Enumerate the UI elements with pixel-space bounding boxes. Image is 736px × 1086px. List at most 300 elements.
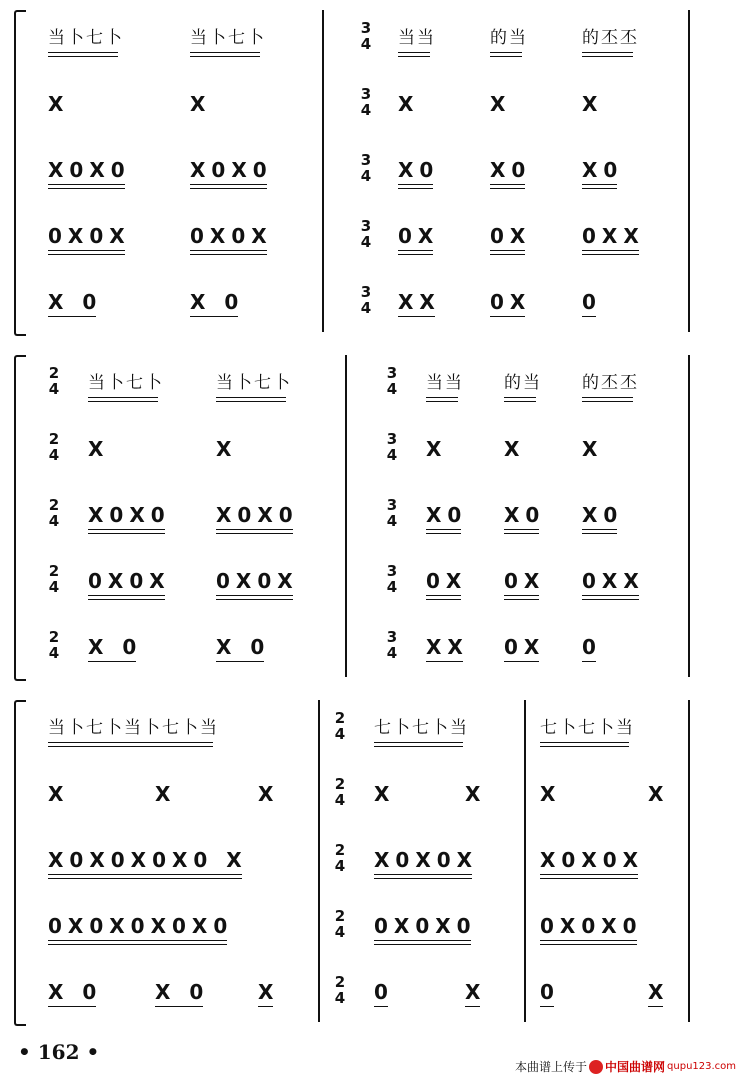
percussion-syllables — [216, 371, 292, 402]
beam-line — [216, 599, 293, 600]
rhythm-notation — [88, 503, 171, 534]
beam-line — [504, 661, 539, 662]
beam-line — [216, 401, 286, 402]
rhythm-notation — [465, 782, 486, 806]
time-sig-denominator: 4 — [360, 35, 372, 53]
cell-text: X0X0 — [216, 503, 299, 527]
beam-line — [155, 1006, 203, 1007]
percussion-syllables — [190, 26, 266, 57]
beam-line — [48, 250, 125, 251]
cell-text: 0X — [490, 290, 532, 314]
percussion-syllables — [540, 716, 635, 747]
rhythm-notation — [426, 569, 467, 600]
score-system — [0, 700, 706, 1030]
beam-line — [540, 874, 638, 875]
time-sig-numerator: 2 — [334, 775, 346, 793]
rhythm-notation — [582, 224, 645, 255]
footer-domain: qupu123.com — [667, 1061, 736, 1072]
cell-text: X — [216, 437, 238, 461]
time-signature — [46, 365, 62, 397]
time-signature — [332, 974, 348, 1006]
cell-text: X0 — [426, 503, 468, 527]
bar-line — [688, 700, 690, 1022]
cell-text: X — [374, 782, 396, 806]
time-sig-numerator: 2 — [334, 907, 346, 925]
beam-line — [216, 661, 264, 662]
rhythm-notation — [374, 980, 394, 1007]
cell-text: 当卜七卜 — [190, 28, 266, 48]
rhythm-notation — [504, 635, 545, 662]
cell-text: X — [48, 782, 70, 806]
cell-text: X0X0X — [540, 848, 645, 872]
beam-line — [48, 940, 227, 941]
time-signature — [384, 563, 400, 595]
beam-line — [426, 599, 461, 600]
cell-text: 0X — [490, 224, 532, 248]
beam-line — [490, 250, 525, 251]
time-sig-numerator: 2 — [48, 562, 60, 580]
cell-text: 当卜七卜当卜七卜当 — [48, 718, 219, 738]
beam-line — [490, 56, 522, 57]
rhythm-notation — [48, 92, 69, 116]
cell-text: 0X — [504, 635, 546, 659]
cell-text: X 0 — [155, 980, 210, 1004]
beam-line — [540, 878, 638, 879]
time-signature — [358, 152, 374, 184]
rhythm-notation — [155, 980, 209, 1007]
time-sig-numerator: 2 — [48, 496, 60, 514]
cell-text: 的丕丕 — [582, 28, 639, 48]
rhythm-notation — [504, 569, 545, 600]
rhythm-notation — [88, 569, 171, 600]
bar-line — [524, 700, 526, 1022]
beam-line — [88, 661, 136, 662]
beam-line — [88, 533, 165, 534]
cell-text: X — [648, 980, 670, 1004]
cell-text: X — [398, 92, 420, 116]
cell-text: X0X0 — [48, 158, 131, 182]
rhythm-notation — [540, 980, 560, 1007]
percussion-syllables — [504, 371, 542, 402]
time-sig-numerator: 3 — [360, 217, 372, 235]
beam-line — [88, 401, 158, 402]
cell-text: 的当 — [504, 373, 542, 393]
cell-text: 0XX — [582, 569, 645, 593]
time-sig-numerator: 3 — [360, 151, 372, 169]
cell-text: 0X — [426, 569, 468, 593]
cell-text: X — [426, 437, 448, 461]
percussion-syllables — [426, 371, 464, 402]
cell-text: X — [465, 782, 487, 806]
beam-line — [216, 533, 293, 534]
time-sig-denominator: 4 — [48, 446, 60, 464]
time-sig-denominator: 4 — [386, 512, 398, 530]
bar-line — [688, 355, 690, 677]
rhythm-notation — [48, 290, 102, 317]
rhythm-notation — [398, 158, 439, 189]
time-sig-numerator: 3 — [360, 85, 372, 103]
rhythm-notation — [648, 980, 669, 1007]
beam-line — [504, 533, 539, 534]
beam-line — [490, 254, 525, 255]
cell-text: X — [648, 782, 670, 806]
time-sig-numerator: 2 — [334, 841, 346, 859]
rhythm-notation — [190, 158, 273, 189]
cell-text: X0X0X0X0 X — [48, 848, 248, 872]
beam-line — [540, 746, 629, 747]
cell-text: 0 — [582, 635, 602, 659]
bar-line — [688, 10, 690, 332]
rhythm-notation — [426, 437, 447, 461]
rhythm-notation — [582, 437, 603, 461]
time-sig-numerator: 3 — [360, 19, 372, 37]
bar-line — [345, 355, 347, 677]
cell-text: X — [258, 980, 280, 1004]
score-system — [0, 10, 706, 340]
time-signature — [358, 20, 374, 52]
beam-line — [398, 184, 433, 185]
time-signature — [46, 431, 62, 463]
beam-line — [540, 944, 637, 945]
footer-brand: 中国曲谱网 — [605, 1060, 666, 1074]
cell-text: 0X0X — [88, 569, 171, 593]
time-signature — [358, 218, 374, 250]
time-sig-denominator: 4 — [48, 380, 60, 398]
rhythm-notation — [258, 980, 279, 1007]
beam-line — [490, 184, 525, 185]
beam-line — [48, 1006, 96, 1007]
cell-text: X 0 — [88, 635, 143, 659]
rhythm-notation — [88, 437, 109, 461]
rhythm-notation — [48, 224, 131, 255]
beam-line — [582, 599, 639, 600]
time-sig-denominator: 4 — [360, 167, 372, 185]
rhythm-notation — [190, 92, 211, 116]
beam-line — [465, 1006, 480, 1007]
rhythm-notation — [216, 437, 237, 461]
beam-line — [374, 1006, 388, 1007]
beam-line — [374, 940, 471, 941]
rhythm-notation — [465, 980, 486, 1007]
cell-text: 七卜七卜当 — [540, 718, 635, 738]
footer-credit — [515, 1058, 736, 1075]
beam-line — [426, 595, 461, 596]
cell-text: X0 — [582, 158, 624, 182]
system-brace — [14, 10, 26, 336]
beam-line — [426, 401, 458, 402]
system-brace — [14, 355, 26, 681]
beam-line — [88, 529, 165, 530]
rhythm-notation — [426, 635, 469, 662]
time-sig-numerator: 3 — [386, 628, 398, 646]
rhythm-notation — [48, 980, 102, 1007]
beam-line — [398, 316, 435, 317]
cell-text: X — [540, 782, 562, 806]
percussion-syllables — [48, 716, 219, 747]
time-signature — [384, 497, 400, 529]
rhythm-notation — [540, 782, 561, 806]
beam-line — [582, 52, 633, 53]
rhythm-notation — [48, 914, 233, 945]
cell-text: 0X — [398, 224, 440, 248]
time-sig-numerator: 3 — [386, 430, 398, 448]
time-sig-numerator: 3 — [360, 283, 372, 301]
beam-line — [216, 595, 293, 596]
beam-line — [190, 184, 267, 185]
cell-text: 0X0X0 — [374, 914, 477, 938]
cell-text: X0X0 — [88, 503, 171, 527]
percussion-syllables — [48, 26, 124, 57]
bar-line — [322, 10, 324, 332]
beam-line — [582, 529, 617, 530]
time-sig-denominator: 4 — [386, 578, 398, 596]
time-signature — [332, 908, 348, 940]
beam-line — [582, 184, 617, 185]
page-number: • 162 • — [18, 1040, 100, 1064]
cell-text: X 0 — [190, 290, 245, 314]
beam-line — [88, 397, 158, 398]
beam-line — [540, 742, 629, 743]
beam-line — [190, 188, 267, 189]
cell-text: X 0 — [216, 635, 271, 659]
beam-line — [426, 533, 461, 534]
cell-text: 0X0X0X0X0 — [48, 914, 234, 938]
time-signature — [384, 431, 400, 463]
time-signature — [384, 365, 400, 397]
cell-text: XX — [398, 290, 441, 314]
time-sig-denominator: 4 — [48, 644, 60, 662]
time-sig-denominator: 4 — [334, 791, 346, 809]
beam-line — [504, 599, 539, 600]
beam-line — [190, 52, 260, 53]
beam-line — [258, 1006, 273, 1007]
beam-line — [426, 661, 463, 662]
beam-line — [190, 254, 267, 255]
beam-line — [582, 397, 633, 398]
rhythm-notation — [374, 782, 395, 806]
rhythm-notation — [582, 503, 623, 534]
cell-text: X — [190, 92, 212, 116]
beam-line — [582, 316, 596, 317]
time-sig-denominator: 4 — [386, 644, 398, 662]
cell-text: X — [465, 980, 487, 1004]
time-signature — [46, 629, 62, 661]
beam-line — [190, 316, 238, 317]
percussion-syllables — [582, 26, 639, 57]
rhythm-notation — [490, 224, 531, 255]
cell-text: X 0 — [48, 980, 103, 1004]
cell-text: 0X0X — [190, 224, 273, 248]
time-signature — [46, 563, 62, 595]
cell-text: 的当 — [490, 28, 528, 48]
time-sig-numerator: 2 — [48, 364, 60, 382]
rhythm-notation — [216, 503, 299, 534]
percussion-syllables — [374, 716, 469, 747]
rhythm-notation — [398, 92, 419, 116]
beam-line — [48, 316, 96, 317]
cell-text: 0XX — [582, 224, 645, 248]
rhythm-notation — [648, 782, 669, 806]
beam-line — [398, 250, 433, 251]
rhythm-notation — [540, 848, 644, 879]
cell-text: 当卜七卜 — [216, 373, 292, 393]
rhythm-notation — [426, 503, 467, 534]
cell-text: X — [258, 782, 280, 806]
beam-line — [398, 254, 433, 255]
score-system — [0, 355, 706, 685]
beam-line — [88, 595, 165, 596]
percussion-syllables — [582, 371, 639, 402]
cell-text: X — [504, 437, 526, 461]
cell-text: 0X0X0 — [540, 914, 643, 938]
time-signature — [358, 284, 374, 316]
percussion-syllables — [490, 26, 528, 57]
cell-text: X — [155, 782, 177, 806]
rhythm-notation — [582, 635, 602, 662]
time-signature — [332, 842, 348, 874]
rhythm-notation — [216, 635, 270, 662]
cell-text: X0 — [582, 503, 624, 527]
time-sig-denominator: 4 — [386, 380, 398, 398]
time-sig-denominator: 4 — [386, 446, 398, 464]
time-sig-denominator: 4 — [48, 578, 60, 596]
beam-line — [48, 254, 125, 255]
time-sig-numerator: 2 — [334, 973, 346, 991]
time-signature — [46, 497, 62, 529]
beam-line — [504, 401, 536, 402]
beam-line — [504, 595, 539, 596]
beam-line — [190, 56, 260, 57]
beam-line — [48, 874, 242, 875]
cell-text: 0 — [374, 980, 394, 1004]
beam-line — [374, 878, 472, 879]
cell-text: 0X — [504, 569, 546, 593]
beam-line — [426, 397, 458, 398]
beam-line — [88, 599, 165, 600]
cell-text: XX — [426, 635, 469, 659]
beam-line — [374, 746, 463, 747]
time-sig-denominator: 4 — [334, 857, 346, 875]
cell-text: X — [582, 92, 604, 116]
beam-line — [374, 874, 472, 875]
cell-text: X0 — [398, 158, 440, 182]
rhythm-notation — [374, 914, 477, 945]
time-signature — [332, 710, 348, 742]
rhythm-notation — [504, 503, 545, 534]
beam-line — [582, 401, 633, 402]
site-logo-icon — [589, 1060, 603, 1074]
beam-line — [216, 529, 293, 530]
beam-line — [48, 184, 125, 185]
beam-line — [490, 316, 525, 317]
beam-line — [426, 529, 461, 530]
rhythm-notation — [190, 224, 273, 255]
time-sig-numerator: 2 — [48, 628, 60, 646]
beam-line — [490, 188, 525, 189]
beam-line — [582, 250, 639, 251]
cell-text: 当卜七卜 — [88, 373, 164, 393]
beam-line — [48, 742, 213, 743]
cell-text: X0 — [504, 503, 546, 527]
rhythm-notation — [374, 848, 478, 879]
time-sig-numerator: 2 — [48, 430, 60, 448]
time-signature — [332, 776, 348, 808]
beam-line — [648, 1006, 663, 1007]
beam-line — [582, 533, 617, 534]
beam-line — [582, 661, 596, 662]
time-sig-numerator: 3 — [386, 364, 398, 382]
rhythm-notation — [398, 224, 439, 255]
percussion-syllables — [88, 371, 164, 402]
rhythm-notation — [88, 635, 142, 662]
rhythm-notation — [258, 782, 279, 806]
beam-line — [48, 878, 242, 879]
cell-text: X 0 — [48, 290, 103, 314]
cell-text: 当当 — [398, 28, 436, 48]
system-brace — [14, 700, 26, 1026]
rhythm-notation — [582, 92, 603, 116]
rhythm-notation — [540, 914, 643, 945]
rhythm-notation — [582, 158, 623, 189]
percussion-syllables — [398, 26, 436, 57]
beam-line — [504, 397, 536, 398]
beam-line — [374, 944, 471, 945]
beam-line — [582, 56, 633, 57]
cell-text: X0 — [490, 158, 532, 182]
time-sig-numerator: 2 — [334, 709, 346, 727]
beam-line — [48, 56, 118, 57]
rhythm-notation — [216, 569, 299, 600]
cell-text: 七卜七卜当 — [374, 718, 469, 738]
cell-text: X — [582, 437, 604, 461]
time-sig-denominator: 4 — [334, 923, 346, 941]
rhythm-notation — [48, 782, 69, 806]
cell-text: X — [48, 92, 70, 116]
beam-line — [582, 254, 639, 255]
beam-line — [398, 188, 433, 189]
rhythm-notation — [490, 92, 511, 116]
cell-text: X0X0X — [374, 848, 479, 872]
bar-line — [318, 700, 320, 1022]
cell-text: 0 — [540, 980, 560, 1004]
cell-text: 当卜七卜 — [48, 28, 124, 48]
beam-line — [374, 742, 463, 743]
beam-line — [398, 52, 430, 53]
beam-line — [190, 250, 267, 251]
cell-text: X — [490, 92, 512, 116]
beam-line — [48, 944, 227, 945]
time-sig-denominator: 4 — [48, 512, 60, 530]
rhythm-notation — [582, 290, 602, 317]
cell-text: 的丕丕 — [582, 373, 639, 393]
rhythm-notation — [48, 848, 248, 879]
beam-line — [48, 52, 118, 53]
cell-text: 0 — [582, 290, 602, 314]
time-sig-denominator: 4 — [360, 233, 372, 251]
beam-line — [540, 940, 637, 941]
beam-line — [48, 188, 125, 189]
cell-text: X0X0 — [190, 158, 273, 182]
time-signature — [358, 86, 374, 118]
cell-text: 0X0X — [216, 569, 299, 593]
beam-line — [540, 1006, 554, 1007]
beam-line — [504, 529, 539, 530]
time-sig-denominator: 4 — [334, 989, 346, 1007]
cell-text: 当当 — [426, 373, 464, 393]
time-sig-denominator: 4 — [334, 725, 346, 743]
footer-text: 本曲谱上传于 — [515, 1060, 588, 1074]
time-sig-numerator: 3 — [386, 496, 398, 514]
